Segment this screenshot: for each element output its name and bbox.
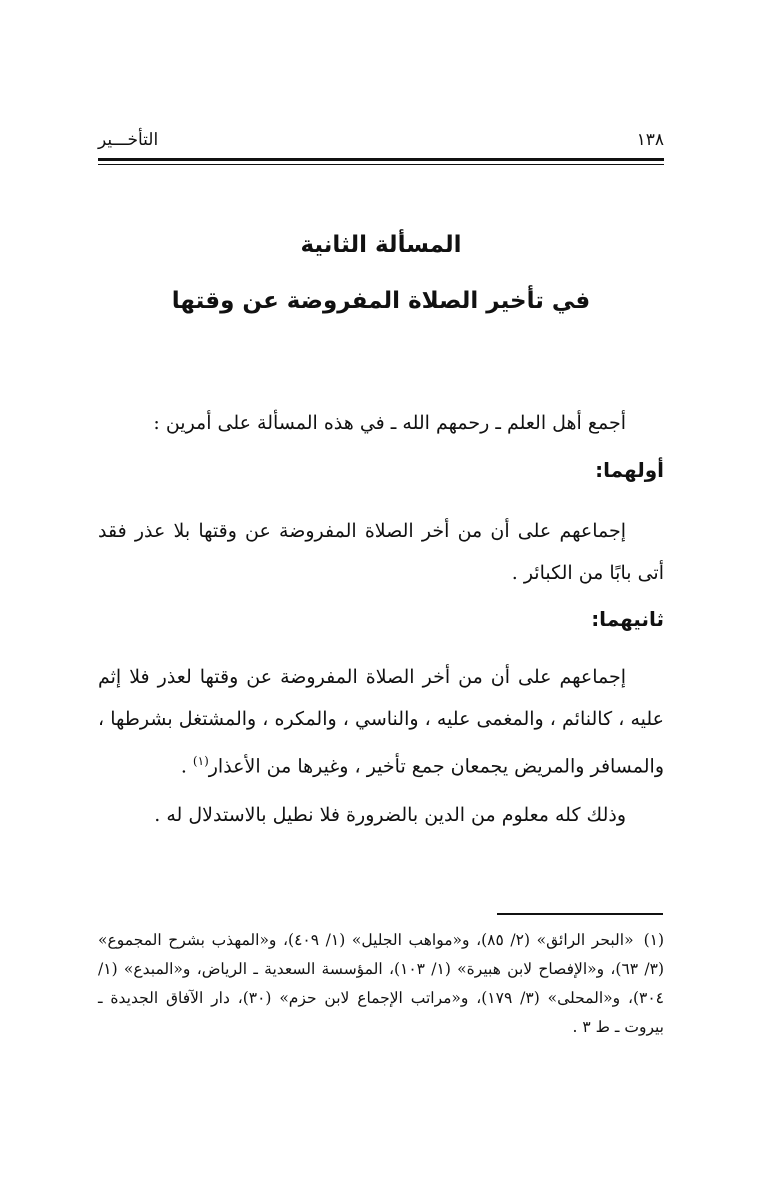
chapter-title: التأخـــير [98, 130, 159, 150]
first-paragraph: إجماعهم على أن من أخر الصلاة المفروضة عن وقتها بلا عذر فقد أتى بابًا من الكبائر . [98, 520, 664, 584]
header-rule-thin [98, 164, 664, 165]
footnote-number: (١) [643, 931, 665, 949]
footnote [98, 926, 664, 1042]
page-number: ١٣٨ [636, 130, 664, 150]
conclusion-paragraph: وذلك كله معلوم من الدين بالضرورة فلا نطيل بالاستدلال له . [154, 804, 626, 826]
second-paragraph-end: . [180, 755, 193, 778]
running-head [98, 126, 664, 154]
intro-paragraph: أجمع أهل العلم ـ رحمهم الله ـ في هذه المسألة على أمرين : [153, 412, 626, 434]
second-heading: ثانيهما: [591, 607, 664, 631]
first-heading: أولهما: [595, 458, 664, 482]
topic-title: في تأخير الصلاة المفروضة عن وقتها [171, 288, 591, 314]
footnote-ref: (١) [192, 754, 209, 768]
footnote-rule [497, 913, 663, 915]
second-paragraph [98, 656, 664, 787]
header-rule-thick [98, 158, 664, 161]
second-paragraph-text: إجماعهم على أن من أخر الصلاة المفروضة عن وقتها لعذر فلا إثم عليه ، كالنائم ، والمغمى عليه ، والناسي ، والمكره ، والمشتغل بشرطها ، والمسافر والمريض يجمعان جمع تأخير ، وغيرها من الأعذار [98, 666, 664, 778]
footnote-text: «البحر الرائق» (٢/ ٨٥)، و«مواهب الجليل» (١/ ٤٠٩)، و«المهذب بشرح المجموع» (٣/ ٦٣)، و«الإفصاح لابن هبيرة» (١/ ١٠٣)، المؤسسة السعدية ـ الرياض، و«المبدع» (١/ ٣٠٤)، و«المحلى» (٣/ ١٧٩)، و«مراتب الإجماع لابن حزم» (٣٠)، دار الآفاق الجديدة ـ بيروت ـ ط ٣ . [98, 931, 664, 1036]
issue-title: المسألة الثانية [300, 232, 462, 258]
